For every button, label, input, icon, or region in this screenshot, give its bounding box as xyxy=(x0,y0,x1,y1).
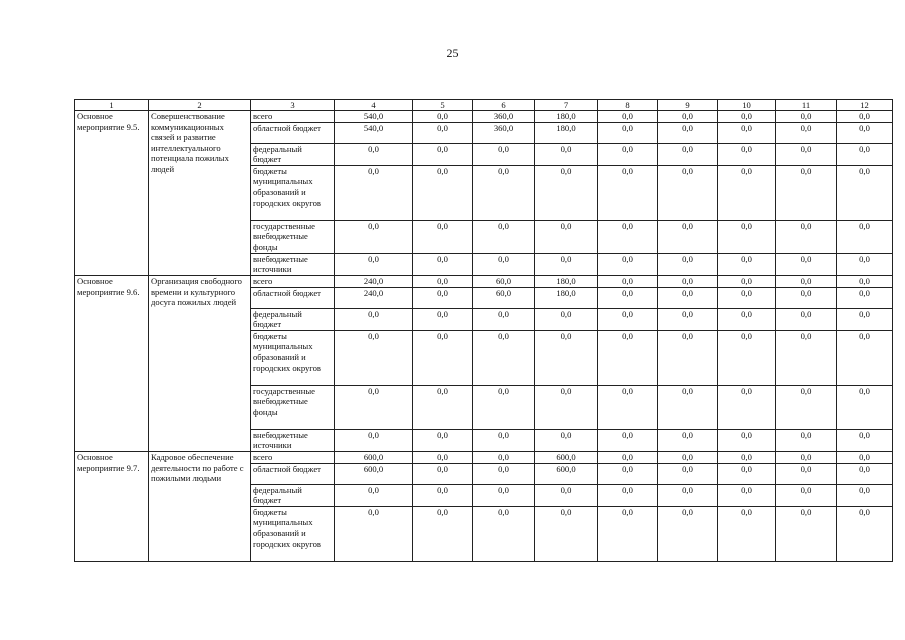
funding-source-cell: федеральный бюджет xyxy=(251,308,335,330)
amount-cell: 0,0 xyxy=(598,122,658,143)
amount-cell: 0,0 xyxy=(776,506,837,561)
event-name-cell: Совершенствование коммуникационных связей и развитие интеллектуального потенциала пожилых людей xyxy=(149,111,251,276)
amount-cell: 0,0 xyxy=(473,385,535,429)
funding-source-cell: областной бюджет xyxy=(251,463,335,484)
amount-cell: 0,0 xyxy=(535,253,598,275)
amount-cell: 0,0 xyxy=(658,111,718,123)
amount-cell: 0,0 xyxy=(598,463,658,484)
amount-cell: 0,0 xyxy=(413,165,473,220)
amount-cell: 0,0 xyxy=(335,253,413,275)
column-header: 11 xyxy=(776,100,837,111)
amount-cell: 0,0 xyxy=(413,429,473,451)
amount-cell: 360,0 xyxy=(473,122,535,143)
amount-cell: 0,0 xyxy=(658,275,718,287)
amount-cell: 0,0 xyxy=(413,253,473,275)
column-header: 6 xyxy=(473,100,535,111)
funding-source-cell: внебюджетные источники xyxy=(251,253,335,275)
amount-cell: 0,0 xyxy=(837,275,893,287)
amount-cell: 0,0 xyxy=(535,429,598,451)
amount-cell: 0,0 xyxy=(413,111,473,123)
amount-cell: 0,0 xyxy=(776,463,837,484)
amount-cell: 0,0 xyxy=(335,506,413,561)
budget-table xyxy=(74,99,893,562)
amount-cell: 0,0 xyxy=(598,429,658,451)
amount-cell: 0,0 xyxy=(413,308,473,330)
amount-cell: 0,0 xyxy=(535,330,598,385)
amount-cell: 0,0 xyxy=(535,165,598,220)
table-row xyxy=(75,111,893,123)
amount-cell: 0,0 xyxy=(718,165,776,220)
amount-cell: 0,0 xyxy=(335,220,413,253)
amount-cell: 0,0 xyxy=(535,308,598,330)
amount-cell: 180,0 xyxy=(535,122,598,143)
amount-cell: 600,0 xyxy=(535,451,598,463)
amount-cell: 180,0 xyxy=(535,287,598,308)
amount-cell: 0,0 xyxy=(718,143,776,165)
amount-cell: 60,0 xyxy=(473,287,535,308)
amount-cell: 0,0 xyxy=(413,451,473,463)
amount-cell: 0,0 xyxy=(335,330,413,385)
amount-cell: 0,0 xyxy=(837,308,893,330)
column-header: 10 xyxy=(718,100,776,111)
event-number-cell: Основное мероприятие 9.6. xyxy=(75,275,149,451)
amount-cell: 0,0 xyxy=(535,484,598,506)
amount-cell: 0,0 xyxy=(658,463,718,484)
amount-cell: 0,0 xyxy=(718,451,776,463)
amount-cell: 0,0 xyxy=(598,111,658,123)
amount-cell: 0,0 xyxy=(658,484,718,506)
amount-cell: 0,0 xyxy=(658,451,718,463)
amount-cell: 0,0 xyxy=(658,143,718,165)
column-header: 7 xyxy=(535,100,598,111)
amount-cell: 0,0 xyxy=(718,429,776,451)
amount-cell: 0,0 xyxy=(413,122,473,143)
amount-cell: 0,0 xyxy=(658,287,718,308)
column-header: 1 xyxy=(75,100,149,111)
amount-cell: 0,0 xyxy=(473,330,535,385)
amount-cell: 0,0 xyxy=(658,330,718,385)
amount-cell: 0,0 xyxy=(473,484,535,506)
amount-cell: 0,0 xyxy=(413,506,473,561)
funding-source-cell: внебюджетные источники xyxy=(251,429,335,451)
amount-cell: 0,0 xyxy=(837,484,893,506)
amount-cell: 0,0 xyxy=(473,220,535,253)
amount-cell: 0,0 xyxy=(598,484,658,506)
amount-cell: 0,0 xyxy=(413,275,473,287)
amount-cell: 0,0 xyxy=(473,451,535,463)
amount-cell: 0,0 xyxy=(776,165,837,220)
amount-cell: 0,0 xyxy=(776,122,837,143)
funding-source-cell: областной бюджет xyxy=(251,287,335,308)
amount-cell: 0,0 xyxy=(837,385,893,429)
column-header: 12 xyxy=(837,100,893,111)
amount-cell: 240,0 xyxy=(335,275,413,287)
amount-cell: 0,0 xyxy=(837,111,893,123)
table-body xyxy=(75,111,893,562)
amount-cell: 0,0 xyxy=(718,308,776,330)
amount-cell: 0,0 xyxy=(718,253,776,275)
amount-cell: 0,0 xyxy=(413,484,473,506)
column-header: 9 xyxy=(658,100,718,111)
table-row xyxy=(75,451,893,463)
amount-cell: 0,0 xyxy=(598,385,658,429)
amount-cell: 0,0 xyxy=(837,165,893,220)
column-header: 4 xyxy=(335,100,413,111)
amount-cell: 0,0 xyxy=(473,165,535,220)
event-number-cell: Основное мероприятие 9.7. xyxy=(75,451,149,561)
amount-cell: 0,0 xyxy=(413,143,473,165)
amount-cell: 0,0 xyxy=(658,429,718,451)
amount-cell: 0,0 xyxy=(718,385,776,429)
amount-cell: 0,0 xyxy=(473,429,535,451)
amount-cell: 0,0 xyxy=(658,308,718,330)
funding-source-cell: всего xyxy=(251,111,335,123)
amount-cell: 0,0 xyxy=(837,253,893,275)
amount-cell: 0,0 xyxy=(413,220,473,253)
amount-cell: 0,0 xyxy=(776,143,837,165)
funding-source-cell: бюджеты муниципальных образований и городских округов xyxy=(251,330,335,385)
header-row xyxy=(75,100,893,111)
amount-cell: 0,0 xyxy=(473,253,535,275)
amount-cell: 0,0 xyxy=(335,429,413,451)
amount-cell: 0,0 xyxy=(776,275,837,287)
amount-cell: 0,0 xyxy=(535,385,598,429)
column-header: 2 xyxy=(149,100,251,111)
funding-source-cell: государственные внебюджетные фонды xyxy=(251,385,335,429)
amount-cell: 0,0 xyxy=(658,506,718,561)
amount-cell: 0,0 xyxy=(598,451,658,463)
amount-cell: 0,0 xyxy=(718,111,776,123)
funding-source-cell: областной бюджет xyxy=(251,122,335,143)
amount-cell: 60,0 xyxy=(473,275,535,287)
amount-cell: 0,0 xyxy=(413,330,473,385)
amount-cell: 0,0 xyxy=(598,275,658,287)
amount-cell: 0,0 xyxy=(776,451,837,463)
amount-cell: 540,0 xyxy=(335,111,413,123)
amount-cell: 0,0 xyxy=(776,220,837,253)
event-name-cell: Организация свободного времени и культурного досуга пожилых людей xyxy=(149,275,251,451)
amount-cell: 180,0 xyxy=(535,275,598,287)
amount-cell: 0,0 xyxy=(718,122,776,143)
amount-cell: 600,0 xyxy=(535,463,598,484)
amount-cell: 0,0 xyxy=(837,463,893,484)
funding-source-cell: бюджеты муниципальных образований и городских округов xyxy=(251,506,335,561)
amount-cell: 0,0 xyxy=(718,463,776,484)
amount-cell: 0,0 xyxy=(535,220,598,253)
amount-cell: 0,0 xyxy=(718,287,776,308)
amount-cell: 180,0 xyxy=(535,111,598,123)
funding-source-cell: всего xyxy=(251,451,335,463)
amount-cell: 0,0 xyxy=(658,385,718,429)
amount-cell: 0,0 xyxy=(658,165,718,220)
funding-source-cell: федеральный бюджет xyxy=(251,484,335,506)
funding-source-cell: государственные внебюджетные фонды xyxy=(251,220,335,253)
amount-cell: 0,0 xyxy=(535,506,598,561)
amount-cell: 0,0 xyxy=(837,330,893,385)
amount-cell: 0,0 xyxy=(473,143,535,165)
funding-source-cell: бюджеты муниципальных образований и городских округов xyxy=(251,165,335,220)
amount-cell: 540,0 xyxy=(335,122,413,143)
funding-source-cell: всего xyxy=(251,275,335,287)
amount-cell: 0,0 xyxy=(473,308,535,330)
amount-cell: 0,0 xyxy=(837,429,893,451)
amount-cell: 0,0 xyxy=(335,385,413,429)
amount-cell: 0,0 xyxy=(598,506,658,561)
amount-cell: 0,0 xyxy=(598,253,658,275)
column-header: 3 xyxy=(251,100,335,111)
amount-cell: 0,0 xyxy=(837,287,893,308)
amount-cell: 0,0 xyxy=(598,220,658,253)
amount-cell: 0,0 xyxy=(598,143,658,165)
amount-cell: 0,0 xyxy=(776,253,837,275)
amount-cell: 0,0 xyxy=(837,220,893,253)
amount-cell: 0,0 xyxy=(473,463,535,484)
amount-cell: 0,0 xyxy=(776,287,837,308)
column-header: 5 xyxy=(413,100,473,111)
amount-cell: 0,0 xyxy=(473,506,535,561)
amount-cell: 0,0 xyxy=(776,429,837,451)
amount-cell: 0,0 xyxy=(598,287,658,308)
amount-cell: 0,0 xyxy=(658,253,718,275)
event-name-cell: Кадровое обеспечение деятельности по работе с пожилыми людьми xyxy=(149,451,251,561)
page-number: 25 xyxy=(446,46,459,60)
amount-cell: 360,0 xyxy=(473,111,535,123)
amount-cell: 0,0 xyxy=(413,463,473,484)
amount-cell: 0,0 xyxy=(335,143,413,165)
amount-cell: 0,0 xyxy=(335,308,413,330)
amount-cell: 0,0 xyxy=(718,275,776,287)
amount-cell: 240,0 xyxy=(335,287,413,308)
amount-cell: 0,0 xyxy=(718,220,776,253)
amount-cell: 0,0 xyxy=(658,122,718,143)
table-row xyxy=(75,275,893,287)
amount-cell: 0,0 xyxy=(598,330,658,385)
amount-cell: 0,0 xyxy=(718,330,776,385)
amount-cell: 0,0 xyxy=(658,220,718,253)
amount-cell: 0,0 xyxy=(535,143,598,165)
amount-cell: 0,0 xyxy=(776,330,837,385)
event-number-cell: Основное мероприятие 9.5. xyxy=(75,111,149,276)
column-header: 8 xyxy=(598,100,658,111)
amount-cell: 0,0 xyxy=(837,143,893,165)
amount-cell: 0,0 xyxy=(776,385,837,429)
amount-cell: 0,0 xyxy=(335,484,413,506)
amount-cell: 600,0 xyxy=(335,451,413,463)
amount-cell: 0,0 xyxy=(718,484,776,506)
amount-cell: 0,0 xyxy=(837,506,893,561)
amount-cell: 0,0 xyxy=(837,451,893,463)
amount-cell: 0,0 xyxy=(776,308,837,330)
amount-cell: 0,0 xyxy=(598,308,658,330)
amount-cell: 0,0 xyxy=(837,122,893,143)
amount-cell: 0,0 xyxy=(776,484,837,506)
funding-source-cell: федеральный бюджет xyxy=(251,143,335,165)
amount-cell: 600,0 xyxy=(335,463,413,484)
amount-cell: 0,0 xyxy=(718,506,776,561)
amount-cell: 0,0 xyxy=(776,111,837,123)
amount-cell: 0,0 xyxy=(413,385,473,429)
amount-cell: 0,0 xyxy=(335,165,413,220)
amount-cell: 0,0 xyxy=(413,287,473,308)
amount-cell: 0,0 xyxy=(598,165,658,220)
